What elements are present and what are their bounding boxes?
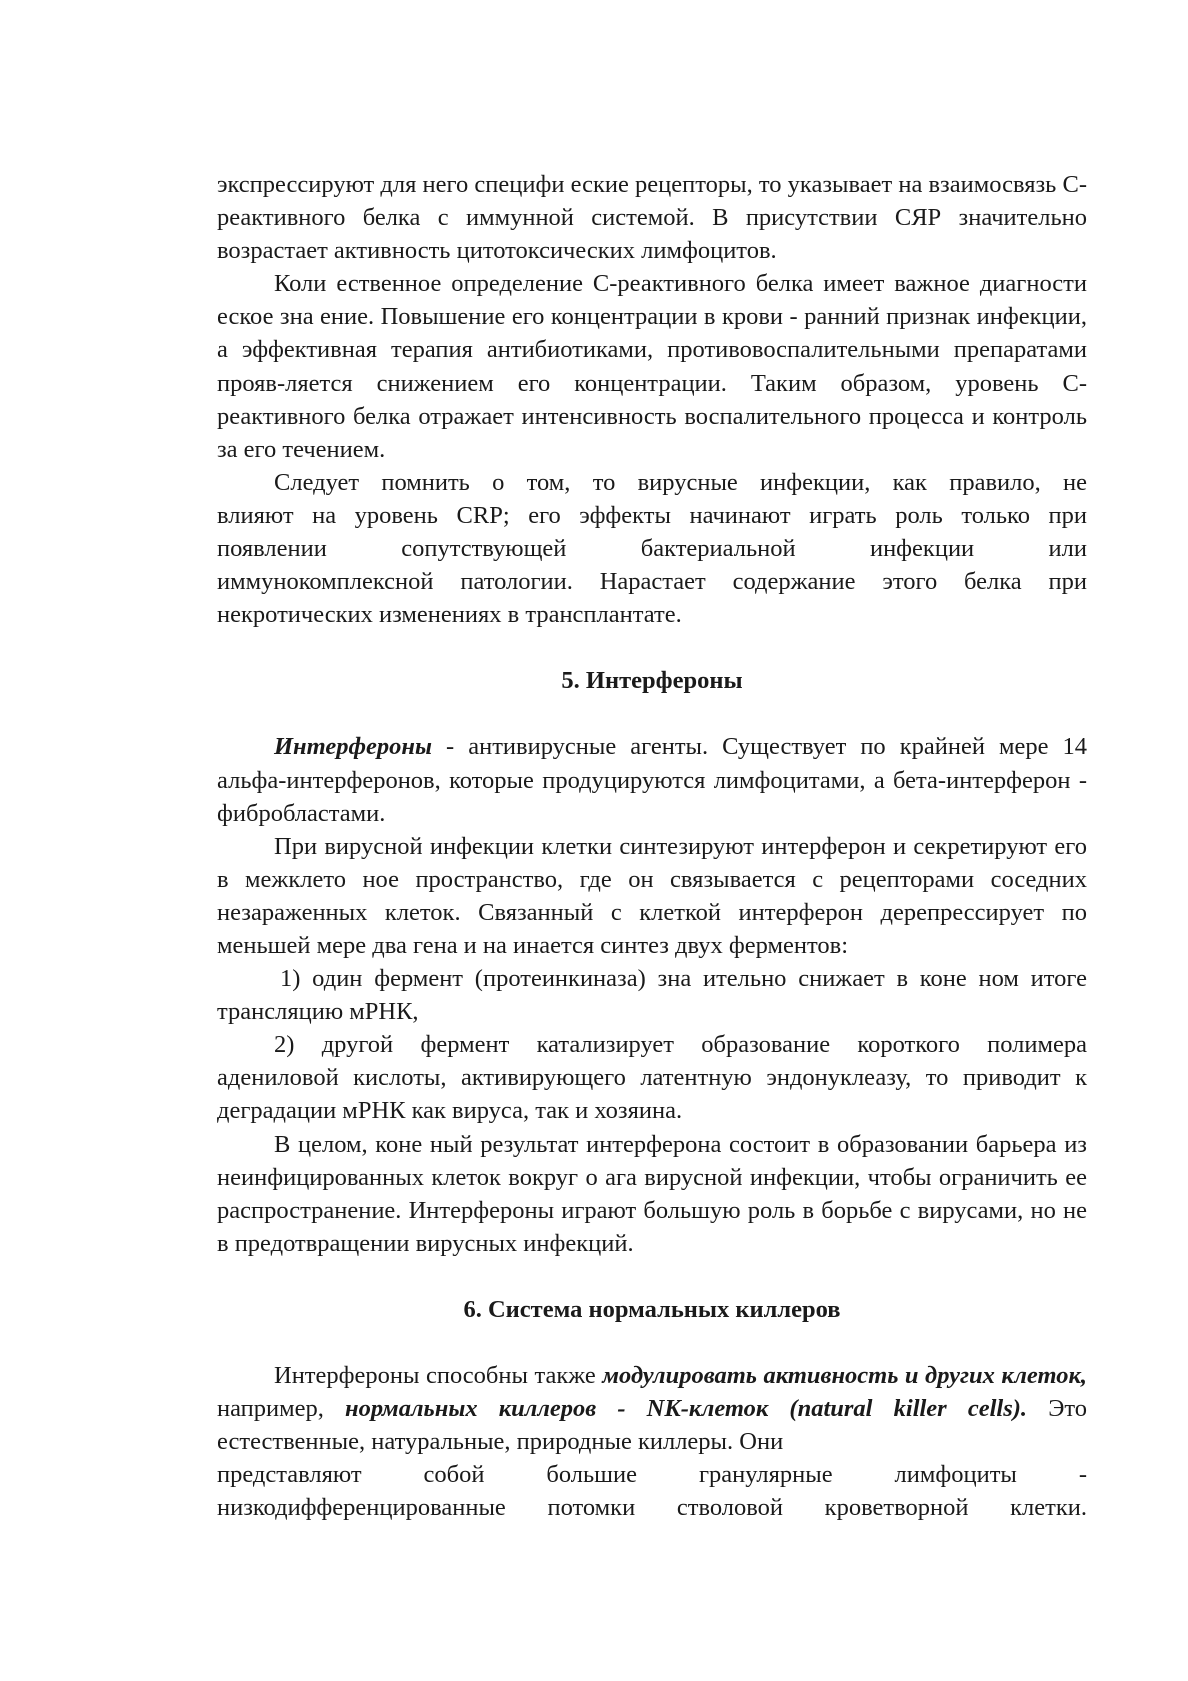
paragraph-nk-cells: [217, 1359, 1087, 1524]
paragraph-text: Интерфероны способны также: [274, 1362, 603, 1389]
paragraph-line: появлении сопутствующей бактериальной инфекции или: [217, 535, 1087, 563]
list-item-text: 2) другой фермент катализирует образование короткого полимера адениловой кислоты, активирующего латентную эндонуклеазу, то приводит к деградации мРНК как вируса, так и хозяина.: [217, 1031, 1087, 1125]
paragraph-viral-infections: [217, 466, 1087, 631]
list-item-second-enzyme: [217, 1028, 1087, 1127]
term-interferons: Интерфероны: [274, 733, 433, 761]
section-heading-nk-system: 6. Система нормальных киллеров: [463, 1295, 841, 1323]
paragraph-interferons-definition: [217, 730, 1087, 829]
document-page: [217, 168, 1087, 1524]
paragraph-line: низкодифференцированные потомки стволовой кроветворной клетки.: [217, 1494, 1087, 1522]
paragraph-line: иммунокомплексной патологии. Нарастает содержание этого белка при некротических изменениях в трансплантате.: [217, 568, 1087, 629]
emphasis-modulate-activity: модулировать активность и других клеток,: [602, 1362, 1087, 1389]
list-item-text: 1) один фермент (протеинкиназа) зна ительно снижает в коне ном итоге трансляцию мРНК,: [217, 965, 1087, 1026]
paragraph-viral-infection-cells: [217, 830, 1087, 962]
paragraph-text: Это естественные, натуральные, природные киллеры. Они: [217, 1395, 1087, 1456]
paragraph-interferon-result: [217, 1128, 1087, 1260]
paragraph-text: например,: [217, 1395, 346, 1423]
paragraph-text-block: [217, 1359, 1087, 1458]
paragraph-text: экспрессируют для него специфи еские рецепторы, то указывает на взаимосвязь С-реактивного белка с иммунной системой. В присутствии СЯР значительно возрастает активность цитотоксических лимфоцитов.: [217, 171, 1087, 265]
paragraph-crp-receptors: [217, 168, 1087, 267]
paragraph-text: - антивирусные агенты. Существует по крайней мере 14 альфа-интерферонов, которые продуцируются лимфоцитами, а бета-интерферон - фибробластами.: [217, 733, 1087, 827]
paragraph-line: Следует помнить о том, то вирусные инфекции, как правило, не: [274, 468, 1087, 496]
paragraph-text: В целом, коне ный результат интерферона состоит в образовании барьера из неинфицированных клеток вокруг о ага вирусной инфекции, чтобы ограничить ее распространение. Интерфероны играют большую роль в борьбе с вирусами, но не в предотвращении вирусных инфекций.: [217, 1130, 1087, 1257]
emphasis-nk-cells: нормальных киллеров - NK-клеток (natural killer cells).: [345, 1395, 1028, 1423]
paragraph-line: влияют на уровень CRP; его эффекты начинают играть роль только при: [217, 501, 1087, 529]
list-item-protein-kinase: [217, 962, 1087, 1028]
section-heading-interferons: 5. Интерфероны: [561, 667, 743, 695]
paragraph-crp-diagnostic: [217, 267, 1087, 466]
paragraph-text: Коли ественное определение С-реактивного белка имеет важное диагности еское зна ение. Повышение его концентрации в крови - ранний признак инфекции, а эффективная терапия антибиотиками, противовоспалительными препаратами прояв-ляется снижением его концентрации. Таким образом, уровень С-реактивного белка отражает интенсивность воспалительного процесса и контроль за его течением.: [217, 270, 1087, 463]
paragraph-line: представляют собой большие гранулярные лимфоциты -: [217, 1461, 1087, 1489]
paragraph-text: При вирусной инфекции клетки синтезируют интерферон и секретируют его в межклето ное пространство, где он связывается с рецепторами соседних незараженных клеток. Связанный с клеткой интерферон дерепрессирует по меньшей мере два гена и на инается синтез двух ферментов:: [217, 832, 1087, 959]
